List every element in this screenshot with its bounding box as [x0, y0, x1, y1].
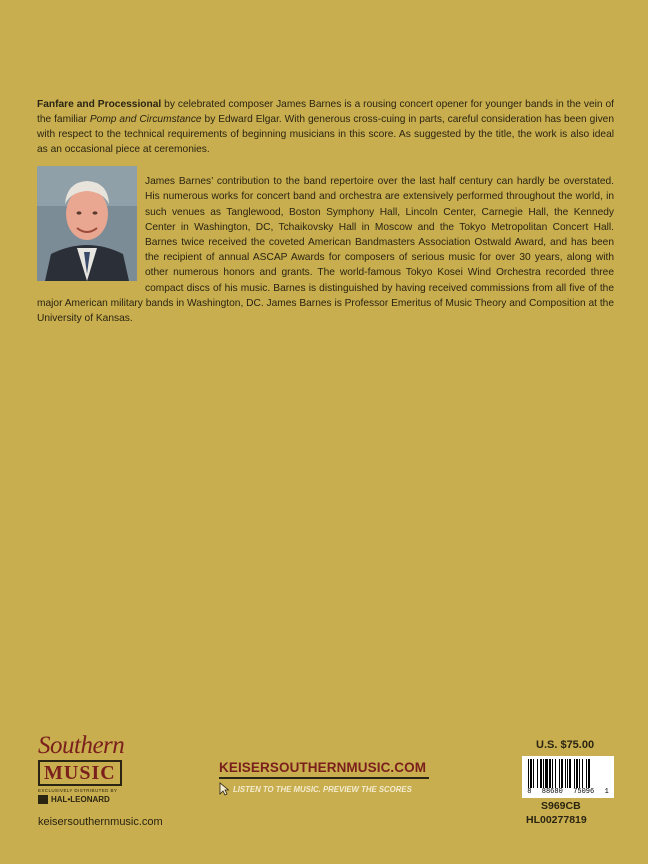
barcode-bar — [545, 759, 548, 788]
photo-spacer — [37, 174, 145, 292]
logo-southern-text: Southern — [38, 732, 125, 759]
barcode-bar — [533, 759, 534, 788]
barcode-bar — [543, 759, 544, 788]
barcode-bar — [559, 759, 560, 788]
website-banner[interactable] — [219, 760, 439, 796]
barcode-bar — [582, 759, 583, 788]
barcode-bar — [552, 759, 553, 788]
intro-text-2: by Edward Elgar. With generous cross-cuing in parts, careful consideration has been given with respect to the technical requirements of beginning musicians in this score. As suggested by the title, the work is also ideal as an occasional piece at ceremonies. — [37, 114, 615, 156]
intro-paragraph — [37, 97, 614, 157]
work-title: Fanfare and Processional — [37, 99, 162, 111]
price-label: U.S. $75.00 — [536, 739, 595, 751]
barcode-bar — [561, 759, 563, 788]
hal-leonard-text: HAL•LEONARD — [51, 795, 110, 804]
barcode-bar — [537, 759, 538, 788]
barcode-bar — [569, 759, 571, 788]
barcode-bar — [528, 759, 529, 788]
banner-divider — [219, 777, 429, 779]
catalog-number: S969CB — [541, 800, 581, 812]
intro-text-1: by celebrated composer James Barnes is a rousing concert opener for younger bands in the vein of the familiar — [37, 99, 614, 126]
hal-leonard-logo — [38, 795, 168, 804]
barcode-bars — [526, 759, 610, 789]
barcode-digit-check: 1 — [604, 788, 609, 796]
southern-music-logo — [38, 733, 168, 804]
barcode-bar — [576, 759, 578, 788]
reference-work-title: Pomp and Circumstance — [89, 114, 202, 126]
logo-distributed-text: EXCLUSIVELY DISTRIBUTED BY — [38, 788, 118, 793]
hl-number: HL00277819 — [526, 814, 587, 826]
barcode-digits-left: 88680 — [541, 788, 563, 796]
barcode-bar — [586, 759, 587, 788]
barcode — [522, 756, 614, 798]
barcode-bar — [574, 759, 575, 788]
banner-tagline: LISTEN TO THE MUSIC. PREVIEW THE SCORES — [233, 784, 412, 794]
barcode-bar — [540, 759, 542, 788]
barcode-digit-lead: 8 — [527, 788, 532, 796]
barcode-bar — [555, 759, 556, 788]
barcode-bar — [549, 759, 551, 788]
barcode-bar — [530, 759, 532, 788]
hal-leonard-icon — [38, 795, 48, 804]
banner-tagline-row — [219, 782, 439, 796]
barcode-bar — [565, 759, 566, 788]
cursor-arrow-icon — [219, 782, 229, 796]
composer-bio — [37, 174, 614, 326]
barcode-digits-right: 75096 — [573, 788, 595, 796]
website-link[interactable]: keisersouthernmusic.com — [38, 816, 163, 828]
logo-music-text: MUSIC — [38, 760, 122, 786]
barcode-bar — [579, 759, 580, 788]
barcode-digits — [522, 788, 614, 796]
banner-url[interactable]: KEISERSOUTHERNMUSIC.COM — [219, 760, 427, 775]
barcode-bar — [588, 759, 590, 788]
bio-text: James Barnes’ contribution to the band repertoire over the last half century can hardly be overstated. His numerous works for concert band and orchestra are extensively performed throughout the world, in such venues as Tanglewood, Boston Symphony Hall, Lincoln Center, Carnegie Hall, the Kennedy Center in Washington, DC, Tchaikovsky Hall in Moscow and the Tokyo Metropolitan Concert Hall. Barnes twice received the coveted American Bandmasters Association Ostwald Award, and has been the recipient of annual ASCAP Awards for composers of serious music for over 30 years, along with other numerous honors and grants. The world-famous Tokyo Kosei Wind Orchestra recorded three compact discs of his music. Barnes is distinguished by having received commissions from all five of the major American military bands in Washington, DC. James Barnes is Professor Emeritus of Music Theory and Composition at the University of Kansas. — [37, 176, 614, 325]
barcode-bar — [567, 759, 568, 788]
